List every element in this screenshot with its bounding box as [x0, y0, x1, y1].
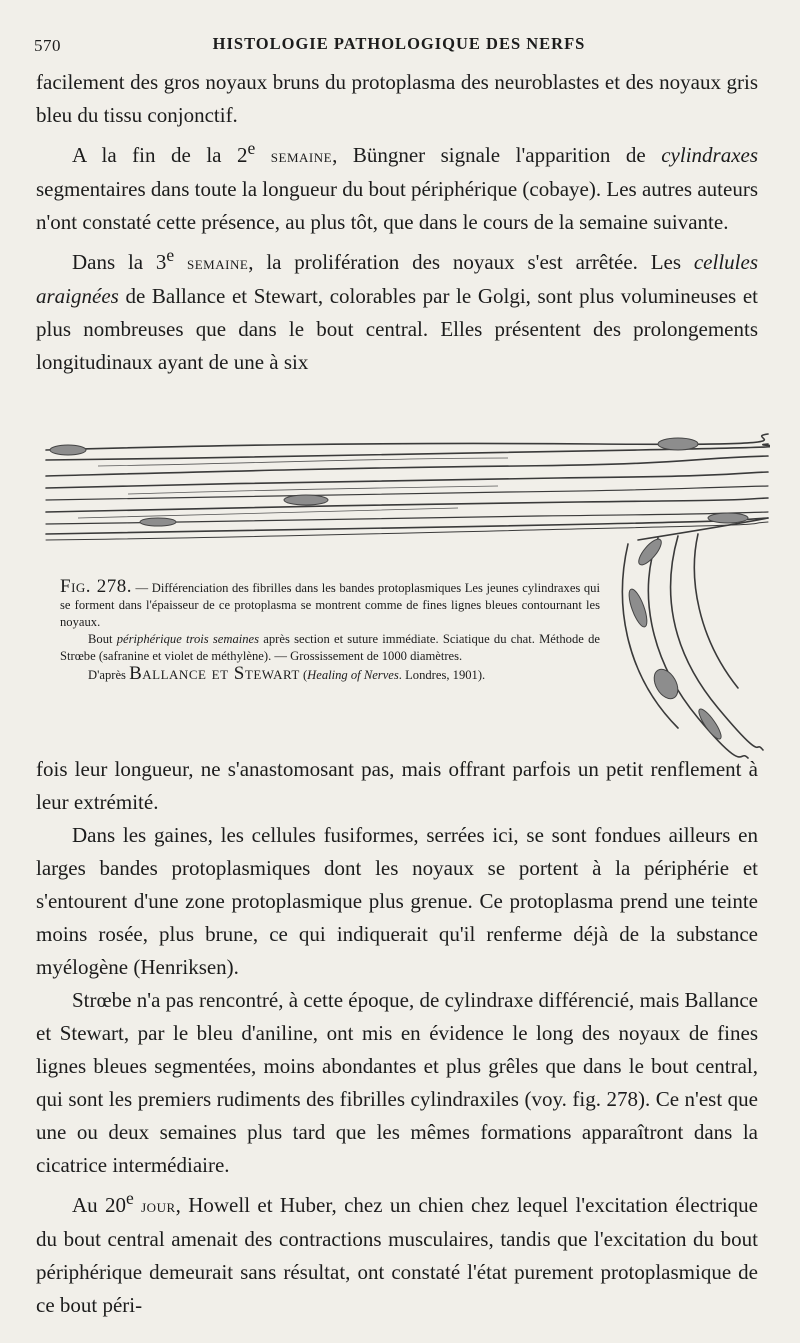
paragraph-text: Strœbe n'a pas rencontré, à cette époque, de cylindraxe différencié, mais Ballance et Stewart, par le bleu d'aniline, ont mis en évidence le long des noyaux de fines lignes bleues segmentées, moins abondantes et plus grêles que dans le bout central, qui sont les premiers rudiments des fibrilles cylindraxiles (voy. fig. 278). Ce n'est que une ou deux semaines plus tard que les mêmes formations apparaîtront dans la cicatrice intermédiaire.: [36, 988, 758, 1177]
body-text-bottom: [36, 753, 758, 1322]
caption-authors: Ballance et Stewart: [129, 663, 300, 684]
italic-term: cellules araignées: [36, 250, 758, 308]
paragraph-text: fois leur longueur, ne s'anastomosant pas, mais offrant parfois un petit renflement à leur extrémité.: [36, 757, 758, 814]
paragraph-text: , Howell et Huber, chez un chien chez lequel l'excitation électrique du bout central amenait des contractions musculaires, tandis que l'excitation du bout périphérique demeurait sans résultat, ont constaté l'état purement protoplasmique de ce bout péri-: [36, 1193, 758, 1317]
running-title: HISTOLOGIE PATHOLOGIQUE DES NERFS: [212, 34, 586, 53]
paragraph: [36, 1182, 758, 1322]
paragraph: [36, 66, 758, 132]
paragraph-text: , la prolifération des noyaux s'est arrêtée. Les: [248, 250, 694, 274]
page-header: [34, 30, 764, 60]
paragraph-text: de Ballance et Stewart, colorables par le Golgi, sont plus volumineuses et plus nombreuses que dans le bout central. Elles présentent des prolongements longitudinaux ayant de une à six: [36, 284, 758, 374]
italic-term: cylindraxes: [661, 143, 759, 167]
caption-text: après section et suture immédiate. Sciatique du chat. Méthode de Strœbe (safranine et violet de méthylène). — Grossissement de 1000 diamètres.: [60, 632, 600, 663]
small-caps-term: semaine: [187, 253, 249, 274]
caption-text: . Londres, 1901).: [398, 668, 486, 682]
paragraph: [36, 239, 758, 379]
paragraph-text: , Büngner signale l'apparition de: [332, 143, 662, 167]
paragraph: [36, 984, 758, 1182]
body-text-top: [36, 66, 758, 379]
paragraph-text: segmentaires dans toute la longueur du bout périphérique (cobaye). Les autres auteurs n'ont constaté cette présence, au plus tôt, que dans le cours de la semaine suivante.: [36, 177, 758, 234]
caption-credit: [60, 665, 600, 684]
page-number: 570: [34, 36, 61, 55]
paragraph: [36, 753, 758, 819]
superscript: e: [166, 245, 175, 265]
paragraph-text: Au 20: [72, 1193, 126, 1217]
paragraph-text: Dans la 3: [72, 250, 167, 274]
small-caps-term: jour: [141, 1196, 176, 1217]
small-caps-term: semaine: [270, 146, 333, 167]
caption-text: (: [299, 668, 308, 682]
paragraph: [36, 819, 758, 984]
caption-text: Bout: [88, 632, 117, 646]
paragraph-text: A la fin de la 2: [72, 143, 248, 167]
figure-label: Fig. 278.: [60, 576, 132, 597]
superscript: e: [126, 1188, 134, 1208]
caption-text: D'après: [88, 668, 130, 682]
caption-book-title: Healing of Nerves: [307, 668, 399, 682]
caption-paragraph: [60, 631, 600, 665]
caption-text: — Différenciation des fibrilles dans les bandes protoplasmiques Les jeunes cylindraxes qui se forment dans l'épaisseur de ce protoplasma se montrent comme de fines lignes bleues contournant les noyaux.: [60, 581, 600, 629]
caption-paragraph: [60, 578, 600, 631]
paragraph-text: facilement des gros noyaux bruns du protoplasma des neuroblastes et des noyaux gris bleu du tissu conjonctif.: [36, 70, 758, 127]
superscript: e: [247, 138, 256, 158]
paragraph: [36, 132, 758, 239]
caption-italic: périphérique trois semaines: [116, 632, 260, 646]
paragraph-text: Dans les gaines, les cellules fusiformes, serrées ici, se sont fondues ailleurs en larges bandes protoplasmiques dont les noyaux se portent à la périphérie et s'entourent d'une zone protoplasmique plus grenue. Ce protoplasma prend une teinte moins rosée, plus brune, ce qui indiquerait qu'il renferme déjà de la substance myélogène (Henriksen).: [36, 823, 758, 979]
figure-caption: [60, 578, 600, 684]
